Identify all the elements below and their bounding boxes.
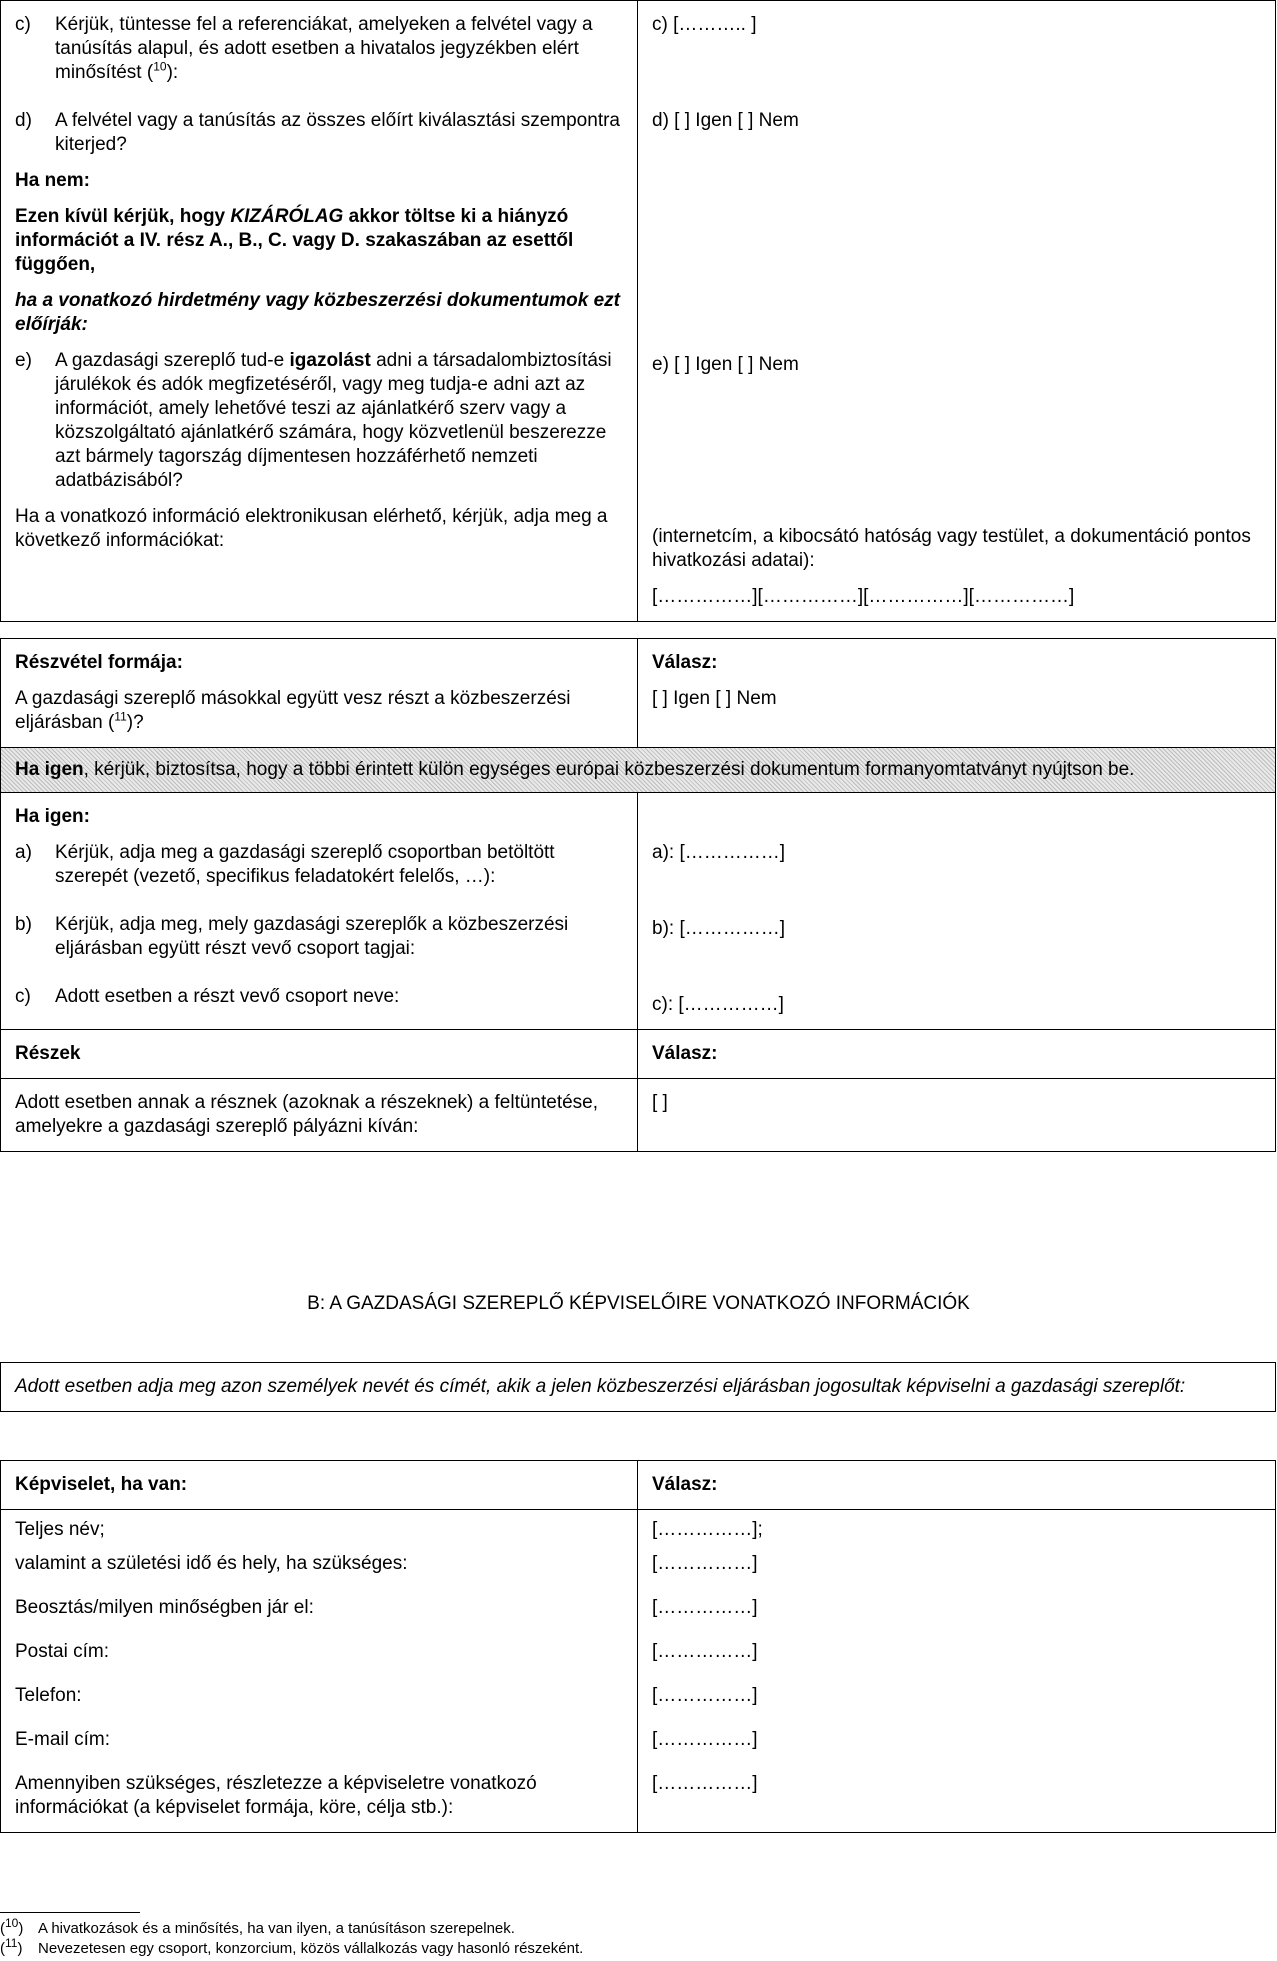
participation-question: A gazdasági szereplő másokkal együtt vesz részt a közbeszerzési eljárásban ($^{11}$)? xyxy=(15,688,571,733)
answer-heading: Válasz: xyxy=(652,1043,718,1064)
group-row xyxy=(1,793,1275,1030)
group-item-c xyxy=(15,985,623,1009)
elektronikus-answer-fields[interactable]: [……………][……………][……………][……………] xyxy=(652,586,1075,607)
reszek-question-cell xyxy=(1,1079,638,1151)
kizarolag-instruction: Ezen kívül kérjük, hogy KIZÁRÓLAG akkor töltse ki a hiányzó információt a IV. rész A., B., C. vagy D. szakaszában az esettől függően, xyxy=(15,206,574,275)
footnote-ref: 10 xyxy=(153,59,167,74)
group-item-b-question: Kérjük, adja meg, mely gazdasági szereplők a közbeszerzési eljárásban együtt részt vevő csoport tagjai: xyxy=(55,914,569,959)
group-left xyxy=(1,793,638,1029)
reference-left-cell xyxy=(1,1,638,621)
group-item-a xyxy=(15,841,623,889)
representative-labels xyxy=(1,1510,638,1832)
reference-table xyxy=(0,0,1276,622)
participation-heading: Részvétel formája: xyxy=(15,652,183,673)
answer-heading: Válasz: xyxy=(652,1474,718,1495)
item-letter: c) xyxy=(15,986,31,1007)
participation-right xyxy=(638,639,1275,747)
reszek-row xyxy=(1,1079,1275,1151)
item-letter: e) xyxy=(15,350,32,371)
field-full-name[interactable]: [……………]; xyxy=(652,1519,763,1540)
group-answer-a[interactable]: a): [……………] xyxy=(652,842,786,863)
hatched-notice xyxy=(1,748,1275,793)
participation-row xyxy=(1,639,1275,748)
answer-d[interactable]: d) [ ] Igen [ ] Nem xyxy=(652,110,799,131)
field-birth[interactable]: [……………] xyxy=(652,1553,758,1574)
participation-left xyxy=(1,639,638,747)
reszek-answer-heading-cell xyxy=(638,1030,1275,1078)
item-letter: b) xyxy=(15,914,32,935)
answer-heading: Válasz: xyxy=(652,652,718,673)
section-b-intro-box xyxy=(0,1362,1276,1412)
footnote-text: Nevezetesen egy csoport, konzorcium, közös vállalkozás vagy hasonló részeként. xyxy=(38,1940,584,1957)
footnote-separator xyxy=(0,1912,140,1913)
hirdetmeny-condition: ha a vonatkozó hirdetmény vagy közbeszerzési dokumentumok ezt előírják: xyxy=(15,290,620,335)
reszek-heading-cell xyxy=(1,1030,638,1078)
group-answer-c[interactable]: c): [……………] xyxy=(652,994,784,1015)
field-address[interactable]: [……………] xyxy=(652,1641,758,1662)
field-label-position: Beosztás/milyen minőségben jár el: xyxy=(15,1597,314,1618)
footnote-10 xyxy=(0,1916,515,1938)
representative-row xyxy=(1,1461,1275,1510)
participation-table xyxy=(0,638,1276,1152)
representative-values xyxy=(638,1510,1275,1832)
item-c-question: Kérjük, tüntesse fel a referenciákat, amelyeken a felvétel vagy a tanúsítás alapul, és adott esetben a hivatalos jegyzékben elért minősítést ($^{10}$): xyxy=(55,14,593,83)
item-letter: d) xyxy=(15,110,32,131)
field-phone[interactable]: [……………] xyxy=(652,1685,758,1706)
representative-right xyxy=(638,1461,1275,1509)
reszek-answer-cell xyxy=(638,1079,1275,1151)
field-position[interactable]: [……………] xyxy=(652,1597,758,1618)
group-right xyxy=(638,793,1275,1029)
field-label-details: Amennyiben szükséges, részletezze a képviseletre vonatkozó információkat (a képviselet formája, köre, célja stb.): xyxy=(15,1773,537,1818)
participation-answer[interactable]: [ ] Igen [ ] Nem xyxy=(652,688,777,709)
group-answer-b[interactable]: b): [……………] xyxy=(652,918,786,939)
reference-row xyxy=(1,1,1275,621)
elektronikus-question: Ha a vonatkozó információ elektronikusan elérhető, kérjük, adja meg a következő információkat: xyxy=(15,506,608,551)
item-d xyxy=(15,109,623,157)
group-item-a-question: Kérjük, adja meg a gazdasági szereplő csoportban betöltött szerepét (vezető, specifikus feladatokért felelős, …): xyxy=(55,842,555,887)
reference-right-cell xyxy=(638,1,1275,621)
footnote-number: ($^{11}$) xyxy=(0,1936,23,1957)
answer-c[interactable]: c) [……….. ] xyxy=(652,14,757,35)
reszek-head-row xyxy=(1,1030,1275,1079)
item-letter: a) xyxy=(15,842,32,863)
representative-fields xyxy=(1,1510,1275,1832)
representative-heading: Képviselet, ha van: xyxy=(15,1474,188,1495)
field-label-address: Postai cím: xyxy=(15,1641,109,1662)
reszek-answer[interactable]: [ ] xyxy=(652,1092,668,1113)
ha-nem-label: Ha nem: xyxy=(15,170,90,191)
hatched-notice-text: Ha igen, kérjük, biztosítsa, hogy a többi érintett külön egységes európai közbeszerzési dokumentum formanyomtatványt nyújtson be. xyxy=(15,759,1135,780)
section-b-intro: Adott esetben adja meg azon személyek nevét és címét, akik a jelen közbeszerzési eljárásban jogosultak képviselni a gazdasági szereplőt: xyxy=(15,1376,1186,1397)
elektronikus-answer-label: (internetcím, a kibocsátó hatóság vagy testület, a dokumentáció pontos hivatkozási adatai): xyxy=(652,526,1251,571)
item-e-question: A gazdasági szereplő tud-e igazolást adni a társadalombiztosítási járulékok és adók megfizetéséről, vagy meg tudja-e adni azt az információt, amely lehetővé teszi az ajánlatkérő szerv vagy a közszolgáltató ajánlatkérő számára, hogy közvetlenül beszerezze azt bármely tagország díjmentesen hozzáférhető nemzeti adatbázisából? xyxy=(55,350,612,491)
field-label-email: E-mail cím: xyxy=(15,1729,110,1750)
reszek-heading: Részek xyxy=(15,1043,81,1064)
field-details[interactable]: [……………] xyxy=(652,1773,758,1794)
reszek-question: Adott esetben annak a résznek (azoknak a részeknek) a feltüntetése, amelyekre a gazdasági szereplő pályázni kíván: xyxy=(15,1092,599,1137)
item-e xyxy=(15,349,623,493)
item-d-question: A felvétel vagy a tanúsítás az összes előírt kiválasztási szempontra kiterjed? xyxy=(55,110,620,155)
representative-left xyxy=(1,1461,638,1509)
footnote-11 xyxy=(0,1936,584,1958)
section-b-title: B: A GAZDASÁGI SZEREPLŐ KÉPVISELŐIRE VONATKOZÓ INFORMÁCIÓK xyxy=(307,1293,970,1314)
group-item-c-question: Adott esetben a részt vevő csoport neve: xyxy=(55,986,400,1007)
ha-igen-label: Ha igen: xyxy=(15,806,90,827)
item-c xyxy=(15,13,623,85)
footnote-text: A hivatkozások és a minősítés, ha van ilyen, a tanúsításon szerepelnek. xyxy=(38,1920,515,1937)
field-label-full-name: Teljes név; xyxy=(15,1519,105,1540)
field-email[interactable]: [……………] xyxy=(652,1729,758,1750)
field-label-phone: Telefon: xyxy=(15,1685,82,1706)
footnote-number: ($^{10}$) xyxy=(0,1916,24,1937)
item-letter: c) xyxy=(15,14,31,35)
group-item-b xyxy=(15,913,623,961)
footnote-ref: 11 xyxy=(114,709,127,724)
answer-e[interactable]: e) [ ] Igen [ ] Nem xyxy=(652,354,799,375)
field-label-birth: valamint a születési idő és hely, ha szükséges: xyxy=(15,1553,408,1574)
representative-table xyxy=(0,1460,1276,1833)
